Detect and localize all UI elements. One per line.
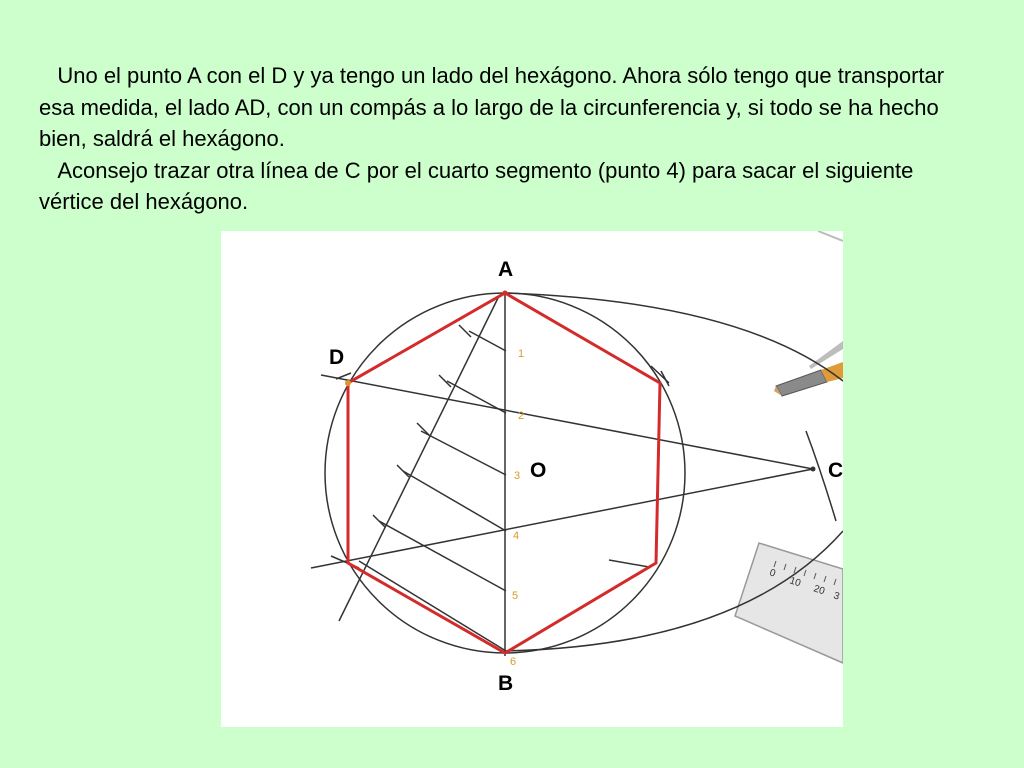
hexagon bbox=[348, 293, 660, 653]
division-number: 4 bbox=[513, 530, 520, 542]
ruler-icon bbox=[735, 543, 843, 663]
division-number: 3 bbox=[514, 470, 521, 482]
instruction-text bbox=[39, 60, 984, 218]
hexagon-construction-figure bbox=[221, 231, 843, 727]
division-number: 1 bbox=[518, 348, 525, 360]
compass-marks bbox=[331, 366, 669, 568]
vertex-a bbox=[503, 291, 508, 296]
ruler-number: 0 bbox=[768, 567, 777, 580]
paragraph-2 bbox=[39, 155, 984, 218]
label-a: A bbox=[498, 258, 514, 281]
ruler-number: 3 bbox=[832, 590, 841, 603]
division-number: 5 bbox=[512, 590, 519, 602]
ruler-number: 10 bbox=[788, 575, 803, 590]
paper-edge bbox=[818, 231, 843, 241]
arc-upper bbox=[505, 293, 843, 381]
line-c-d bbox=[321, 375, 813, 469]
point-c-dot bbox=[811, 467, 816, 472]
paragraph-1 bbox=[39, 60, 984, 155]
paragraph-1-text: Uno el punto A con el D y ya tengo un lado del hexágono. Ahora sólo tengo que transportar esa medida, el lado AD, con un compás a lo largo de la circunferencia y, si todo se ha hecho bien, saldrá el hexágono. bbox=[39, 63, 945, 151]
ruler-number: 20 bbox=[812, 583, 827, 598]
construction-diagram bbox=[221, 231, 843, 727]
parallel-segments bbox=[359, 325, 506, 651]
label-b: B bbox=[498, 672, 514, 695]
label-o: O bbox=[530, 459, 547, 482]
pencil-icon bbox=[774, 341, 843, 396]
paragraph-2-text: Aconsejo trazar otra línea de C por el cuarto segmento (punto 4) para sacar el siguiente vértice del hexágono. bbox=[39, 157, 914, 214]
vertex-d bbox=[345, 380, 351, 386]
label-c: C bbox=[828, 459, 843, 482]
line-c-4 bbox=[311, 469, 813, 568]
division-number: 6 bbox=[510, 656, 517, 668]
division-number: 2 bbox=[518, 410, 525, 422]
label-d: D bbox=[329, 346, 345, 369]
